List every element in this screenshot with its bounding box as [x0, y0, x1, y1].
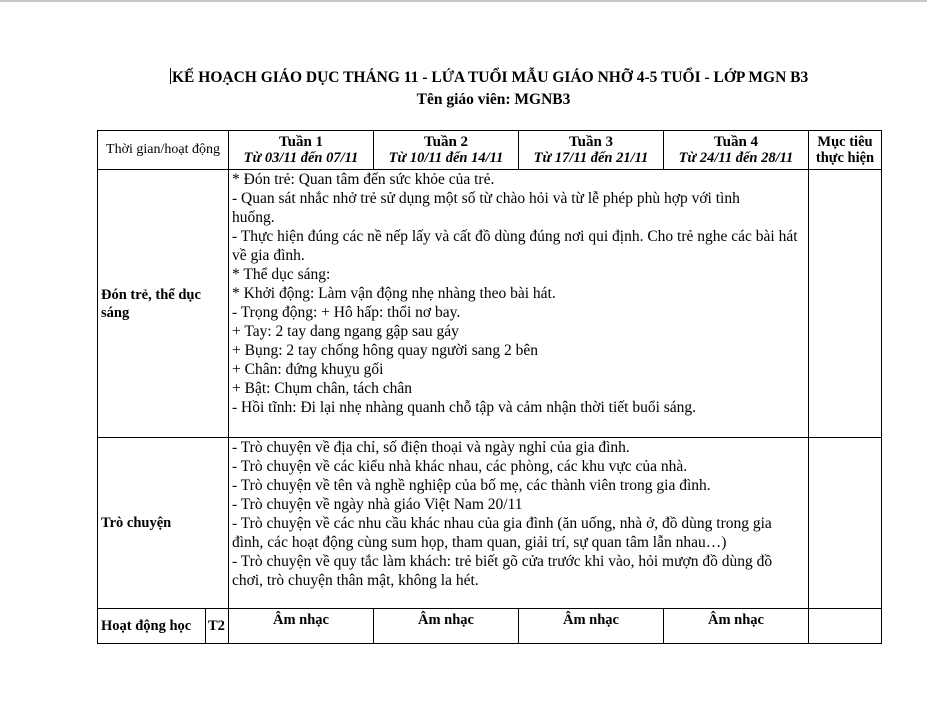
window-top-edge: [0, 0, 927, 2]
header-week-1: [228, 130, 374, 170]
activity-text: Âm nhạc: [273, 612, 329, 628]
content-line: - Trò chuyện về quy tắc làm khách: trẻ biết gõ cửa trước khi vào, hỏi mượn đồ dùng đồ chơi, trò chuyện thân mật, không la hét.: [232, 553, 773, 589]
content-line: - Trò chuyện về địa chỉ, số điện thoại và ngày nghỉ của gia đình.: [232, 439, 630, 456]
content-line: - Trò chuyện về ngày nhà giáo Việt Nam 20/11: [232, 496, 523, 513]
header-goal: [808, 130, 882, 170]
content-line: + Bật: Chụm chân, tách chân: [232, 380, 413, 397]
content-line: + Tay: 2 tay dang ngang gập sau gáy: [232, 323, 459, 340]
row-goal-conversation: [808, 437, 882, 609]
header-week-4: [663, 130, 809, 170]
learning-week-1: [228, 608, 374, 644]
content-line: * Khởi động: Làm vận động nhẹ nhàng theo bài hát.: [232, 285, 556, 302]
activity-text: Âm nhạc: [418, 612, 474, 628]
week-dates: Từ 03/11 đến 07/11: [243, 150, 359, 166]
row-label-welcome-exercise: [97, 169, 229, 438]
week-label: Tuần 4: [713, 134, 759, 150]
content-line: * Thể dục sáng:: [232, 266, 331, 283]
week-label: Tuần 1: [278, 134, 324, 150]
week-dates: Từ 17/11 đến 21/11: [533, 150, 649, 166]
content-line: - Trọng động: + Hô hấp: thổi nơ bay.: [232, 304, 461, 321]
week-label: Tuần 3: [568, 134, 614, 150]
content-line: + Chân: đứng khuỵu gối: [232, 361, 384, 378]
row-goal-learning: [808, 608, 882, 644]
document-title: [170, 68, 870, 87]
goal-line-2: thực hiện: [815, 150, 875, 166]
day-text: T2: [208, 618, 225, 634]
row-label-text: Đón trẻ, thể dục sáng: [101, 286, 201, 321]
row-label-text: Trò chuyện: [101, 515, 172, 531]
row-label-learning: [97, 608, 206, 644]
header-time-activity-text: Thời gian/hoạt động: [106, 142, 220, 157]
week-label: Tuần 2: [423, 134, 469, 150]
content-line: * Đón trẻ: Quan tâm đến sức khỏe của trẻ.: [232, 171, 495, 188]
learning-week-4: [663, 608, 809, 644]
row-goal-welcome-exercise: [808, 169, 882, 438]
content-line: - Trò chuyện về các nhu cầu khác nhau của gia đình (ăn uống, nhà ở, đồ dùng trong gia đình, các hoạt động cùng sum họp, tham quan, giải trí, sự quan tâm lẫn nhau…): [232, 515, 772, 551]
week-dates: Từ 24/11 đến 28/11: [678, 150, 794, 166]
header-time-activity: [97, 130, 229, 170]
goal-line-1: Mục tiêu: [817, 134, 873, 150]
content-line: - Trò chuyện về tên và nghề nghiệp của bố mẹ, các thành viên trong gia đình.: [232, 477, 711, 494]
row-label-text: Hoạt động học: [101, 618, 192, 634]
teacher-name: Tên giáo viên: MGNB3: [416, 91, 571, 108]
learning-week-2: [373, 608, 519, 644]
content-line: - Thực hiện đúng các nề nếp lấy và cất đồ dùng đúng nơi qui định. Cho trẻ nghe các bài hát về gia đình.: [232, 228, 798, 264]
activity-text: Âm nhạc: [563, 612, 619, 628]
row-day-t2: [205, 608, 229, 644]
header-week-2: [373, 130, 519, 170]
text-cursor: [170, 68, 171, 84]
learning-week-3: [518, 608, 664, 644]
header-week-3: [518, 130, 664, 170]
activity-text: Âm nhạc: [708, 612, 764, 628]
row-content-welcome-exercise: [228, 169, 809, 438]
content-line: - Quan sát nhắc nhở trẻ sử dụng một số từ chào hỏi và từ lễ phép phù hợp với tình huống.: [232, 190, 740, 226]
row-label-conversation: [97, 437, 229, 609]
content-line: - Hồi tĩnh: Đi lại nhẹ nhàng quanh chỗ tập và cảm nhận thời tiết buổi sáng.: [232, 399, 697, 416]
document-title-text: KẾ HOẠCH GIÁO DỤC THÁNG 11 - LỨA TUỔI MẪU GIÁO NHỠ 4-5 TUỔI - LỚP MGN B3: [172, 69, 809, 86]
week-dates: Từ 10/11 đến 14/11: [388, 150, 504, 166]
content-line: + Bụng: 2 tay chống hông quay người sang 2 bên: [232, 342, 539, 359]
row-content-conversation: [228, 437, 809, 609]
content-line: - Trò chuyện về các kiểu nhà khác nhau, các phòng, các khu vực của nhà.: [232, 458, 688, 475]
